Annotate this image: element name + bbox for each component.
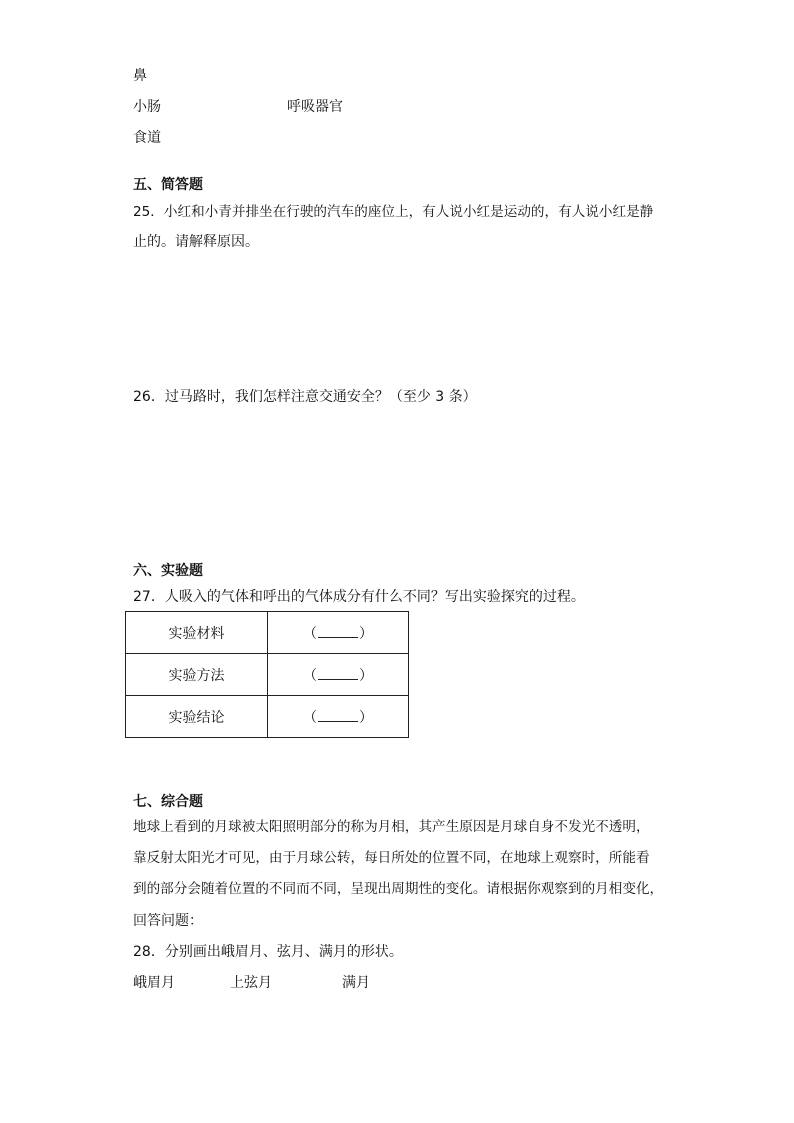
answer-blank[interactable] (268, 612, 409, 654)
table-cell-label: 实验结论 (126, 696, 268, 738)
table-cell-label: 实验方法 (126, 654, 268, 696)
term-respiratory-organ: 呼吸器官 (287, 99, 343, 115)
answer-blank[interactable] (268, 696, 409, 738)
term-esophagus: 食道 (133, 130, 161, 146)
blank-close: ） (359, 667, 373, 684)
question-28: 28．分别画出峨眉月、弦月、满月的形状。 (133, 944, 403, 960)
moon-label-full: 满月 (342, 975, 370, 991)
intro-line-3: 到的部分会随着位置的不同而不同，呈现出周期性的变化。请根据你观察到的月相变化， (133, 881, 664, 897)
table-row (126, 696, 409, 738)
section-7-title: 七、综合题 (133, 794, 203, 810)
term-small-intestine: 小肠 (133, 99, 161, 115)
moon-label-crescent: 峨眉月 (133, 975, 175, 991)
blank-close: ） (359, 625, 373, 642)
question-25-line-2: 止的。请解释原因。 (133, 234, 259, 250)
moon-label-first-quarter: 上弦月 (230, 975, 272, 991)
blank-open: （ (303, 625, 317, 642)
intro-line-1: 地球上看到的月球被太阳照明部分的称为月相，其产生原因是月球自身不发光不透明， (133, 819, 650, 835)
answer-blank[interactable] (268, 654, 409, 696)
question-25-line-1: 25．小红和小青并排坐在行驶的汽车的座位上，有人说小红是运动的，有人说小红是静 (133, 204, 654, 220)
experiment-table (125, 611, 409, 738)
table-cell-label: 实验材料 (126, 612, 268, 654)
blank-close: ） (359, 709, 373, 726)
blank-underline (318, 667, 358, 680)
section-6-title: 六、实验题 (133, 563, 203, 579)
intro-line-2: 靠反射太阳光才可见，由于月球公转，每日所处的位置不同，在地球上观察时，所能看 (133, 850, 650, 866)
blank-underline (318, 625, 358, 638)
intro-line-4: 回答问题： (133, 913, 203, 929)
table-row (126, 654, 409, 696)
question-26: 26．过马路时，我们怎样注意交通安全？（至少 3 条） (133, 389, 477, 405)
question-27: 27．人吸入的气体和呼出的气体成分有什么不同？写出实验探究的过程。 (133, 589, 585, 605)
table-row (126, 612, 409, 654)
blank-open: （ (303, 667, 317, 684)
term-nose: 鼻 (133, 68, 147, 84)
section-5-title: 五、简答题 (133, 177, 203, 193)
blank-underline (318, 709, 358, 722)
blank-open: （ (303, 709, 317, 726)
